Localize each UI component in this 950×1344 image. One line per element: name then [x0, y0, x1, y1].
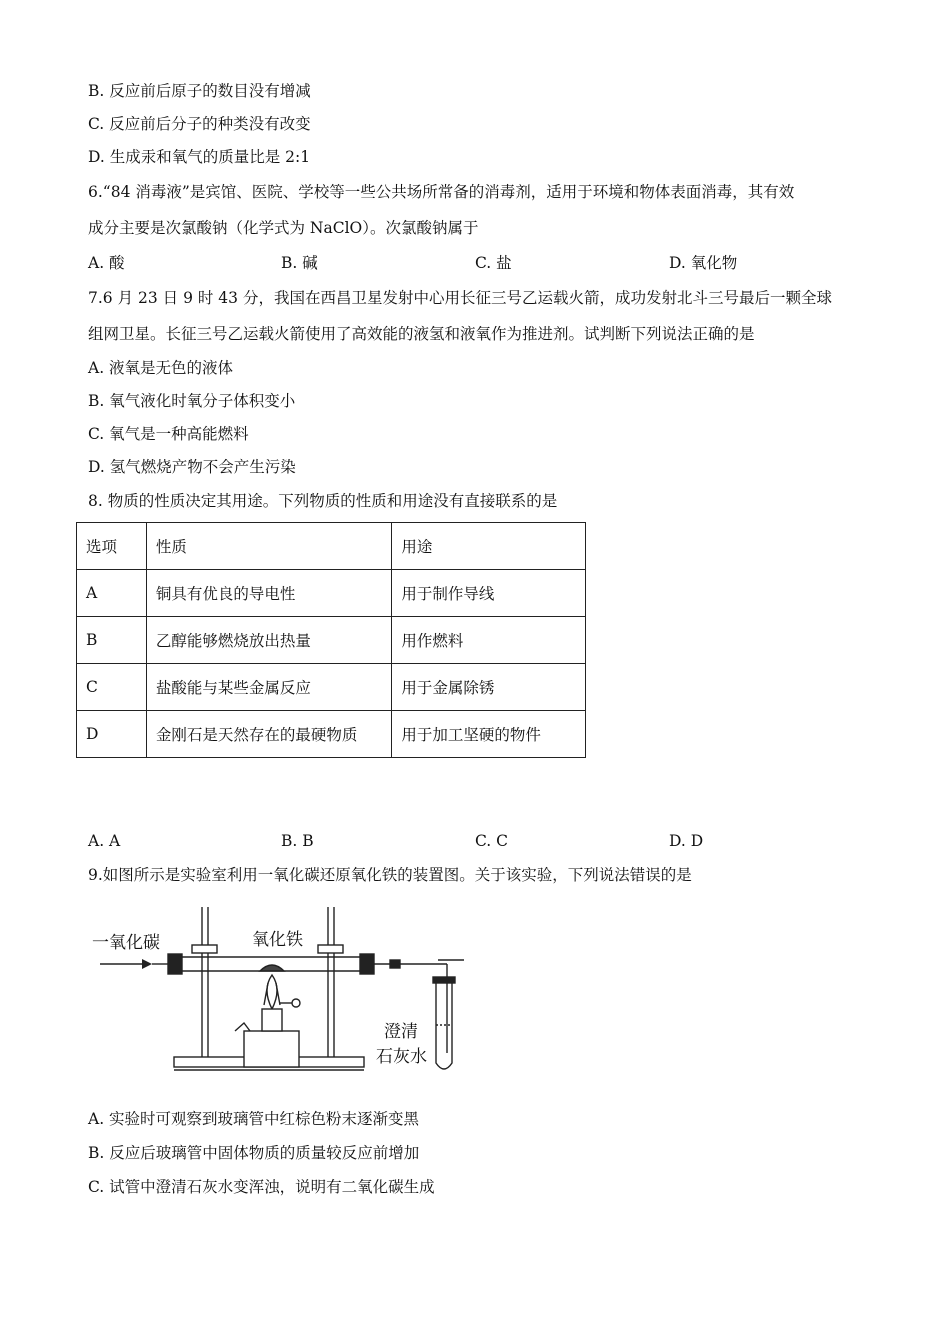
- q9-stem: 9.如图所示是实验室利用一氧化碳还原氧化铁的装置图。关于该实验，下列说法错误的是: [88, 866, 692, 884]
- apparatus-diagram: [92, 905, 477, 1083]
- table-row: [77, 664, 586, 711]
- table-cell: C: [77, 664, 147, 711]
- q8-table: [76, 522, 586, 758]
- table-row: [77, 570, 586, 617]
- table-cell: 铜具有优良的导电性: [146, 570, 391, 617]
- table-row: [77, 711, 586, 758]
- q5-option-d: D. 生成汞和氧气的质量比是 2:1: [88, 148, 311, 166]
- q8-option-c: C. C: [475, 832, 509, 850]
- table-row: [77, 617, 586, 664]
- table-cell: B: [77, 617, 147, 664]
- table-header-row: [77, 523, 586, 570]
- q5-option-b: B. 反应前后原子的数目没有增减: [88, 82, 311, 100]
- q6-option-a: A. 酸: [88, 254, 125, 272]
- q5-option-c: C. 反应前后分子的种类没有改变: [88, 115, 311, 133]
- q9-option-c: C. 试管中澄清石灰水变浑浊，说明有二氧化碳生成: [88, 1178, 435, 1196]
- table-cell: D: [77, 711, 147, 758]
- co-label: 一氧化碳: [92, 933, 160, 953]
- q7-option-a: A. 液氧是无色的液体: [88, 359, 234, 377]
- q8-option-a: A. A: [88, 832, 121, 850]
- q7-stem-line2: 组网卫星。长征三号乙运载火箭使用了高效能的液氢和液氧作为推进剂。试判断下列说法正确的是: [88, 325, 755, 343]
- co-reduction-apparatus-figure: [92, 905, 477, 1083]
- limewater-label-1: 澄清: [384, 1022, 418, 1042]
- q6-option-d: D. 氧化物: [669, 254, 738, 272]
- q8-option-b: B. B: [281, 832, 314, 850]
- q7-option-b: B. 氧气液化时氧分子体积变小: [88, 392, 296, 410]
- q7-option-d: D. 氢气燃烧产物不会产生污染: [88, 458, 296, 476]
- q6-stem-line2: 成分主要是次氯酸钠（化学式为 NaClO）。次氯酸钠属于: [88, 219, 479, 237]
- table-cell: 乙醇能够燃烧放出热量: [146, 617, 391, 664]
- table-cell: 盐酸能与某些金属反应: [146, 664, 391, 711]
- q6-option-c: C. 盐: [475, 254, 512, 272]
- q7-option-c: C. 氧气是一种高能燃料: [88, 425, 249, 443]
- q8-option-d: D. D: [669, 832, 704, 850]
- q7-stem-line1: 7.6 月 23 日 9 时 43 分，我国在西昌卫星发射中心用长征三号乙运载火箭，成功发射北斗三号最后一颗全球: [88, 289, 832, 307]
- table-header-cell: 用途: [392, 523, 586, 570]
- table-cell: 用于加工坚硬的物件: [392, 711, 586, 758]
- table-cell: A: [77, 570, 147, 617]
- q6-option-b: B. 碱: [281, 254, 318, 272]
- table-cell: 用于金属除锈: [392, 664, 586, 711]
- q6-stem-line1: 6.“84 消毒液”是宾馆、医院、学校等一些公共场所常备的消毒剂，适用于环境和物体表面消毒，其有效: [88, 183, 795, 201]
- table-cell: 用作燃料: [392, 617, 586, 664]
- table-header-cell: 性质: [146, 523, 391, 570]
- table-cell: 金刚石是天然存在的最硬物质: [146, 711, 391, 758]
- q9-option-a: A. 实验时可观察到玻璃管中红棕色粉末逐渐变黑: [88, 1110, 420, 1128]
- ferric-oxide-label: 氧化铁: [252, 930, 303, 950]
- table-header-cell: 选项: [77, 523, 147, 570]
- q9-option-b: B. 反应后玻璃管中固体物质的质量较反应前增加: [88, 1144, 420, 1162]
- q8-stem: 8. 物质的性质决定其用途。下列物质的性质和用途没有直接联系的是: [88, 492, 558, 510]
- table-cell: 用于制作导线: [392, 570, 586, 617]
- limewater-label-2: 石灰水: [376, 1047, 427, 1067]
